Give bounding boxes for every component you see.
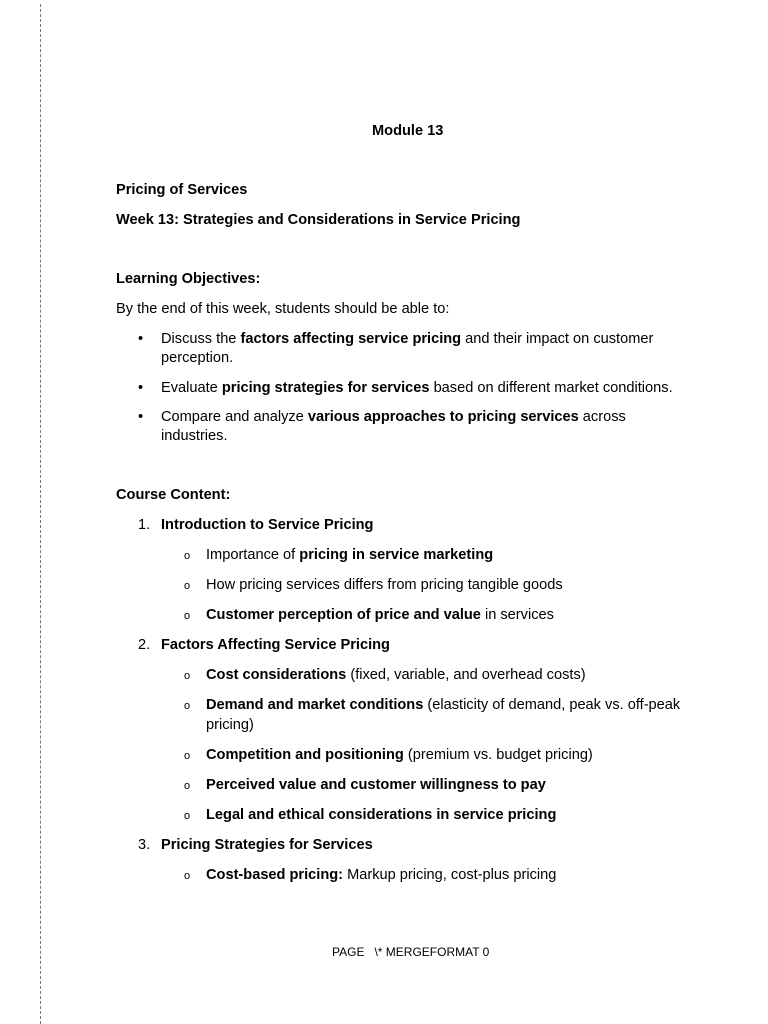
- sub-marker: o: [184, 670, 191, 682]
- sub-marker: o: [184, 550, 191, 562]
- section-title: Pricing Strategies for Services: [161, 837, 373, 853]
- section-number: 2.: [138, 637, 151, 653]
- page-margin-line: [40, 4, 41, 1024]
- bullet-marker: •: [138, 380, 144, 396]
- bullet-marker: •: [138, 331, 144, 347]
- sub-marker: o: [184, 610, 191, 622]
- objectives-intro: By the end of this week, students should be able to:: [116, 301, 450, 317]
- sub-marker: o: [184, 700, 191, 712]
- course-content-heading: Course Content:: [116, 487, 231, 503]
- sub-marker: o: [184, 750, 191, 762]
- sub-marker: o: [184, 780, 191, 792]
- section-title: Introduction to Service Pricing: [161, 517, 374, 533]
- sub-marker: o: [184, 580, 191, 592]
- pricing-heading: Pricing of Services: [116, 182, 248, 198]
- section-number: 3.: [138, 837, 151, 853]
- section-title: Factors Affecting Service Pricing: [161, 637, 390, 653]
- module-title: Module 13: [372, 123, 444, 139]
- objectives-heading: Learning Objectives:: [116, 271, 261, 287]
- page-footer-field: PAGE \* MERGEFORMAT 0: [332, 945, 490, 959]
- bullet-marker: •: [138, 409, 144, 425]
- section-number: 1.: [138, 517, 151, 533]
- week-heading: Week 13: Strategies and Considerations in Service Pricing: [116, 212, 521, 228]
- sub-marker: o: [184, 810, 191, 822]
- sub-marker: o: [184, 870, 191, 882]
